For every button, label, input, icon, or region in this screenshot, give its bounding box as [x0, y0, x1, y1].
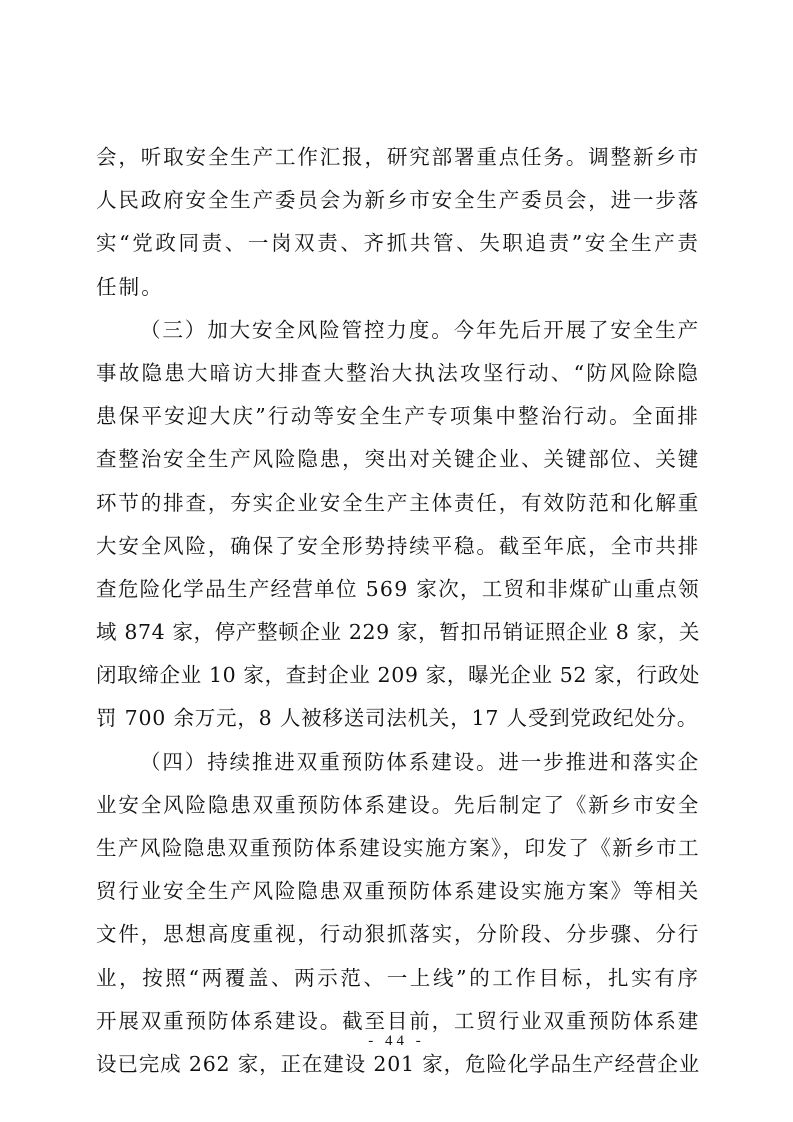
text-line: 罚 700 余万元，8 人被移送司法机关，17 人受到党政纪处分。: [96, 706, 699, 731]
text-line: 贸行业安全生产风险隐患双重预防体系建设实施方案》等相关: [96, 879, 700, 904]
text-line: 设已完成 262 家，正在建设 201 家，危险化学品生产经营企业: [96, 1051, 700, 1076]
text-line: 闭取缔企业 10 家，查封企业 209 家，曝光企业 52 家，行政处: [96, 663, 700, 688]
text-line: 人民政府安全生产委员会为新乡市安全生产委员会，进一步落: [96, 188, 700, 213]
section-three-heading-line: （三）加大安全风险管控力度。今年先后开展了安全生产: [140, 317, 700, 342]
section-four-heading-line: （四）持续推进双重预防体系建设。进一步推进和落实企: [140, 749, 700, 774]
text-line: 任制。: [96, 274, 164, 299]
page-number: - 44 -: [368, 1033, 425, 1049]
text-line: 查整治安全生产风险隐患，突出对关键企业、关键部位、关键: [96, 447, 700, 472]
text-line: 环节的排查，夯实企业安全生产主体责任，有效防范和化解重: [96, 490, 700, 515]
text-line: 查危险化学品生产经营单位 569 家次，工贸和非煤矿山重点领: [96, 576, 700, 601]
text-line: 业，按照“两覆盖、两示范、一上线”的工作目标，扎实有序: [96, 965, 700, 990]
text-line: 文件，思想高度重视，行动狠抓落实，分阶段、分步骤、分行: [96, 922, 700, 947]
text-line: 大安全风险，确保了安全形势持续平稳。截至年底，全市共排: [96, 533, 700, 558]
body-text: [96, 136, 700, 1086]
text-line: 业安全风险隐患双重预防体系建设。先后制定了《新乡市安全: [96, 792, 700, 817]
text-line: 实“党政同责、一岗双责、齐抓共管、失职追责”安全生产责: [96, 231, 700, 256]
text-line: 生产风险隐患双重预防体系建设实施方案》，印发了《新乡市工: [96, 836, 700, 860]
text-line: 事故隐患大暗访大排查大整治大执法攻坚行动、“防风险除隐: [96, 360, 700, 385]
text-line: 开展双重预防体系建设。截至目前，工贸行业双重预防体系建: [96, 1008, 700, 1033]
text-line: 域 874 家，停产整顿企业 229 家，暂扣吊销证照企业 8 家，关: [96, 620, 700, 645]
text-line: 患保平安迎大庆”行动等安全生产专项集中整治行动。全面排: [96, 404, 700, 429]
text-line: 会，听取安全生产工作汇报，研究部署重点任务。调整新乡市: [96, 145, 700, 169]
